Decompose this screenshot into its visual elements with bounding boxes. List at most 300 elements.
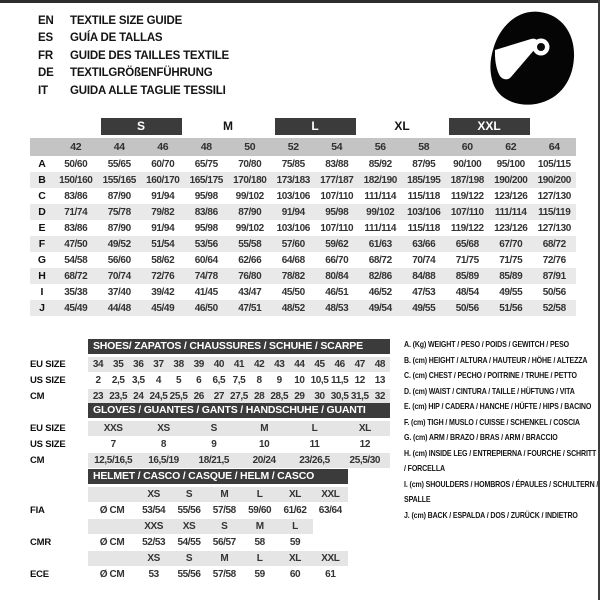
size-cell: 8 xyxy=(256,374,262,386)
size-cell: 28,5 xyxy=(270,390,289,402)
shoes-eu-cells xyxy=(88,357,390,372)
row-letter: C xyxy=(38,190,46,202)
size-cell: 27,5 xyxy=(230,390,248,402)
shoes-header-row xyxy=(30,338,390,354)
size-cell xyxy=(313,535,348,550)
size-cell: 13 xyxy=(374,374,386,386)
measurement-cell: 182/190 xyxy=(363,174,397,186)
measurement-cell: 95/100 xyxy=(496,158,525,170)
size-cell: 31,5 xyxy=(350,390,369,402)
size-cell: 53/54 xyxy=(142,504,166,516)
measurement-cell: 47/51 xyxy=(238,302,262,314)
size-cell: 27 xyxy=(209,389,229,404)
size-cell: XL xyxy=(277,551,312,566)
measurement-cell: 83/86 xyxy=(64,190,88,202)
size-cell: 16,5/19 xyxy=(138,453,188,468)
measurement-cell: 90/100 xyxy=(453,158,482,170)
measurement-cell: 55/65 xyxy=(107,158,131,170)
size-number-cell: 44 xyxy=(113,141,125,153)
row-letter: B xyxy=(38,174,46,186)
measurement-cell: 160/170 xyxy=(146,174,180,186)
language-row xyxy=(38,65,229,83)
size-number-cell: 42 xyxy=(70,141,82,153)
size-cell: 55/56 xyxy=(177,504,201,516)
measurement-cell: 39/42 xyxy=(151,286,175,298)
measurement-cell: 99/102 xyxy=(235,222,264,234)
measurement-row xyxy=(30,236,576,252)
measurement-cell: 190/200 xyxy=(537,174,571,186)
helmet-table-title: HELMET / CASCO / CASQUE / HELM / CASCO xyxy=(88,469,348,484)
measurement-legend xyxy=(404,337,599,523)
size-group-spacer xyxy=(533,118,577,135)
measurement-cell: 65/68 xyxy=(455,238,479,250)
helmet-header-row xyxy=(30,468,348,484)
helmet-cmr-label: CMR xyxy=(30,536,52,548)
measurement-cell: 173/183 xyxy=(276,174,310,186)
gloves-cm-cells xyxy=(88,453,390,468)
size-cell: 10 xyxy=(258,438,270,450)
size-cell: 41 xyxy=(229,357,249,372)
size-cell: 59/60 xyxy=(248,504,272,516)
size-cell: 39 xyxy=(189,357,209,372)
gloves-header-row xyxy=(30,402,390,418)
measurement-cell: 59/62 xyxy=(325,238,349,250)
measurement-cell: 76/80 xyxy=(238,270,262,282)
measurement-cell: 165/175 xyxy=(189,174,223,186)
size-cell: XS xyxy=(171,519,206,534)
size-cell: 57/58 xyxy=(212,568,236,580)
helmet-fia-row xyxy=(30,502,348,518)
legend-item: F. (cm) TIGH / MUSLO / CUISSE / SCHENKEL / COSCIA xyxy=(404,416,580,427)
measurement-cell: 105/115 xyxy=(537,158,571,170)
legend-item: D. (cm) WAIST / CINTURA / TAILLE / HÜFTUNG / VITA xyxy=(404,385,575,396)
measurement-cell: 71/74 xyxy=(64,206,88,218)
measurement-cell: 70/74 xyxy=(412,254,436,266)
measurement-cell: 95/98 xyxy=(194,190,218,202)
row-letter: A xyxy=(38,158,46,170)
measurement-cell: 119/122 xyxy=(450,222,484,234)
legend-item: J. (cm) BACK / ESPALDA / DOS / ZURÜCK / INDIETRO xyxy=(404,509,578,520)
measurement-cell: 74/78 xyxy=(194,270,218,282)
size-number-cell: 50 xyxy=(244,141,256,153)
size-cell: 42 xyxy=(249,357,269,372)
size-number-cell: 64 xyxy=(548,141,560,153)
size-cell: XXS xyxy=(88,421,138,436)
size-cell: 9 xyxy=(276,374,282,386)
size-cell: 35 xyxy=(108,357,128,372)
measurement-cell: 61/63 xyxy=(368,238,392,250)
size-cell: 12 xyxy=(359,438,370,450)
row-letter: F xyxy=(38,238,46,250)
size-cell: 2 xyxy=(95,374,101,386)
measurement-cell: 185/195 xyxy=(407,174,441,186)
size-cell: 29 xyxy=(289,389,309,404)
measurement-cell: 57/60 xyxy=(281,238,305,250)
gloves-eu-row xyxy=(30,420,390,436)
measurement-cell: 119/122 xyxy=(450,190,484,202)
measurement-cell: 91/94 xyxy=(151,222,175,234)
size-cell: 25,5/30 xyxy=(340,453,390,468)
measurement-cell: 49/55 xyxy=(412,302,436,314)
size-cell: 11,5 xyxy=(331,374,349,386)
helmet-sizes-row xyxy=(30,550,348,566)
size-number-cell: 62 xyxy=(505,141,517,153)
size-cell: L xyxy=(277,519,312,534)
measurement-cell: 60/70 xyxy=(151,158,175,170)
size-cell: 11 xyxy=(309,438,320,450)
measurement-cell: 111/114 xyxy=(364,190,397,202)
size-cell: S xyxy=(171,487,206,502)
main-size-table xyxy=(30,117,576,316)
size-cell: 61/62 xyxy=(283,504,307,516)
size-cell: M xyxy=(242,519,277,534)
helmet-cmr-cells xyxy=(88,535,348,550)
language-code: IT xyxy=(38,84,48,97)
size-cell xyxy=(88,487,136,502)
measurement-cell: 41/45 xyxy=(194,286,218,298)
size-cell: 59 xyxy=(289,536,301,548)
size-cell: 61 xyxy=(325,568,336,580)
size-cell: XS xyxy=(138,421,188,436)
measurement-cell: 37/40 xyxy=(107,286,131,298)
measurement-cell: 50/56 xyxy=(542,286,566,298)
helmet-sizes-row xyxy=(30,518,348,534)
legend-item: E. (cm) HIP / CADERA / HANCHE / HÜFTE / HIPS / BACINO xyxy=(404,401,592,411)
measurement-cell: 45/49 xyxy=(151,302,175,314)
size-cell: 9 xyxy=(211,438,217,450)
measurement-cell: 103/106 xyxy=(276,222,310,234)
measurement-cell: 95/98 xyxy=(325,206,349,218)
size-number-cell: 56 xyxy=(374,141,386,153)
language-title: GUÍA DE TALLAS xyxy=(70,32,163,45)
measurement-cell: 62/66 xyxy=(238,254,262,266)
language-row xyxy=(38,82,229,100)
measurement-cell: 63/66 xyxy=(412,238,436,250)
size-cell: 57/58 xyxy=(212,504,236,516)
measurement-cell: 107/110 xyxy=(320,190,354,202)
gloves-table-title: GLOVES / GUANTES / GANTS / HANDSCHUHE / GUANTI xyxy=(88,403,390,418)
language-list xyxy=(38,12,229,100)
measurement-cell: 49/54 xyxy=(368,302,392,314)
measurement-cell: 48/53 xyxy=(325,302,349,314)
size-cell: XXL xyxy=(313,487,348,502)
gloves-us-cells xyxy=(88,437,390,452)
helmet-sizes-cells xyxy=(88,487,348,502)
measurement-cell: 78/82 xyxy=(281,270,305,282)
size-cell: S xyxy=(171,551,206,566)
measurement-cell: 103/106 xyxy=(276,190,310,202)
measurement-cell: 45/50 xyxy=(281,286,305,298)
helmet-sizes-cells xyxy=(88,551,348,566)
measurement-row xyxy=(30,220,576,236)
size-cell: 7,5 xyxy=(232,374,246,386)
size-cell: 47 xyxy=(350,357,370,372)
size-cell: 23,5 xyxy=(109,390,128,402)
gloves-us-row xyxy=(30,436,390,452)
shoes-us-label: US SIZE xyxy=(30,374,66,386)
measurement-cell: 47/50 xyxy=(64,238,88,250)
size-number-cell: 54 xyxy=(331,141,343,153)
size-cell: Ø CM xyxy=(99,568,125,580)
helmet-sizes-row xyxy=(30,486,348,502)
size-cell: 4 xyxy=(155,374,162,386)
measurement-cell: 46/51 xyxy=(325,286,349,298)
size-cell: 59 xyxy=(254,568,265,580)
size-cell: Ø CM xyxy=(99,504,125,516)
measurement-cell: 46/50 xyxy=(194,302,218,314)
size-cell: 43 xyxy=(269,357,289,372)
measurement-cell: 127/130 xyxy=(537,222,571,234)
measurement-row xyxy=(30,268,576,284)
size-cell: 56/57 xyxy=(212,536,236,548)
measurement-cell: 91/94 xyxy=(151,190,175,202)
measurement-cell: 60/64 xyxy=(194,254,218,266)
size-cell: 40 xyxy=(209,357,229,372)
shoes-us-cells xyxy=(88,373,390,388)
size-cell: 55/56 xyxy=(177,568,201,580)
size-cell: 6 xyxy=(196,374,202,386)
size-cell: 6,5 xyxy=(212,374,226,386)
language-row xyxy=(38,30,229,48)
measurement-cell: 66/70 xyxy=(325,254,349,266)
size-cell: 30,5 xyxy=(330,390,349,402)
shoes-table-title: SHOES/ ZAPATOS / CHAUSSURES / SCHUHE / SCARPE xyxy=(88,339,390,354)
shoes-size-table xyxy=(30,338,390,404)
size-group-row xyxy=(30,117,576,136)
measurement-cell: 83/88 xyxy=(325,158,349,170)
size-cell: 34 xyxy=(88,357,108,372)
size-cell: 23 xyxy=(88,389,108,404)
shoes-eu-label: EU SIZE xyxy=(30,358,66,370)
measurement-row xyxy=(30,172,576,188)
size-cell: 12,5/16,5 xyxy=(88,453,138,468)
size-group-l: L xyxy=(275,118,356,135)
size-group-spacer xyxy=(30,118,98,135)
measurement-cell: 123/126 xyxy=(494,222,528,234)
legend-item: A. (Kg) WEIGHT / PESO / POIDS / GEWITCH / PESO xyxy=(404,339,570,349)
measurement-cell: 82/86 xyxy=(368,270,392,282)
size-cell: 45 xyxy=(309,357,329,372)
size-cell: M xyxy=(207,487,242,502)
measurement-cell: 50/60 xyxy=(64,158,88,170)
measurement-cell: 58/62 xyxy=(151,254,175,266)
size-cell: 10,5 xyxy=(310,374,329,386)
shoes-eu-row xyxy=(30,356,390,372)
size-number-cell: 46 xyxy=(157,141,169,153)
measurement-row xyxy=(30,156,576,172)
helmet-sizes-cells xyxy=(88,519,348,534)
gloves-eu-label: EU SIZE xyxy=(30,422,66,434)
measurement-cell: 127/130 xyxy=(537,190,571,202)
measurement-cell: 54/58 xyxy=(64,254,88,266)
size-cell: 53 xyxy=(148,568,159,580)
helmet-ece-label: ECE xyxy=(30,568,49,580)
measurement-cell: 49/52 xyxy=(107,238,131,250)
helmet-size-table xyxy=(30,468,348,582)
measurement-cell: 87/90 xyxy=(238,206,262,218)
measurement-cell: 64/68 xyxy=(281,254,305,266)
size-number-row xyxy=(30,138,576,156)
gloves-eu-cells xyxy=(88,421,390,436)
measurement-cell: 87/91 xyxy=(542,270,566,282)
measurement-cell: 123/126 xyxy=(494,190,528,202)
measurement-cell: 83/86 xyxy=(194,206,218,218)
language-row xyxy=(38,12,229,30)
size-cell: 5 xyxy=(176,374,182,386)
measurement-cell: 150/160 xyxy=(59,174,93,186)
measurement-cell: 55/58 xyxy=(238,238,262,250)
size-cell: 48 xyxy=(370,357,390,372)
language-code: DE xyxy=(38,67,54,80)
measurement-cell: 111/114 xyxy=(494,206,527,218)
measurement-cell: 46/52 xyxy=(368,286,392,298)
measurement-row xyxy=(30,252,576,268)
size-cell: 24 xyxy=(128,389,148,404)
size-cell: 63/64 xyxy=(318,504,342,516)
measurement-cell: 155/165 xyxy=(102,174,136,186)
size-cell: 8 xyxy=(160,438,167,450)
measurement-cell: 177/187 xyxy=(320,174,354,186)
helmet-ece-row xyxy=(30,566,348,582)
measurement-cell: 107/110 xyxy=(320,222,354,234)
size-cell xyxy=(313,519,348,534)
size-cell: 24,5 xyxy=(149,390,168,402)
measurement-cell: 115/118 xyxy=(407,222,440,234)
legend-item: G. (cm) ARM / BRAZO / BRAS / ARM / BRACCIO xyxy=(404,432,558,442)
row-letter: G xyxy=(37,254,47,266)
measurement-cell: 87/90 xyxy=(107,190,131,202)
helmet-ece-cells xyxy=(88,567,348,582)
measurement-cell: 68/72 xyxy=(542,238,566,250)
gloves-cm-row xyxy=(30,452,390,468)
language-code: FR xyxy=(38,49,53,62)
size-cell: S xyxy=(207,519,242,534)
measurement-cell: 43/47 xyxy=(238,286,262,298)
size-group-s: S xyxy=(101,118,182,135)
size-cell: 26 xyxy=(189,389,209,404)
size-group-xl: XL xyxy=(394,119,410,133)
measurement-row xyxy=(30,204,576,220)
size-cell: 52/53 xyxy=(142,536,166,548)
size-cell: 20/24 xyxy=(239,453,289,468)
size-cell: XL xyxy=(277,487,312,502)
row-letter: D xyxy=(38,206,46,218)
frame-top-border xyxy=(0,0,600,3)
legend-item: I. (cm) SHOULDERS / HOMBROS / ÉPAULES / SCHULTERN / SPALLE xyxy=(404,478,599,504)
legend-item: C. (cm) CHEST / PECHO / POITRINE / TRUHE / PETTO xyxy=(404,370,577,380)
measurement-cell: 71/75 xyxy=(455,254,479,266)
measurement-cell: 72/76 xyxy=(151,270,175,282)
size-group-xxl: XXL xyxy=(449,118,530,135)
measurement-cell: 70/74 xyxy=(107,270,131,282)
measurement-cell: 91/94 xyxy=(281,206,305,218)
size-cell: 46 xyxy=(330,357,350,372)
row-letter: J xyxy=(39,302,45,314)
size-cell: 10 xyxy=(294,374,305,386)
size-cell: 25,5 xyxy=(169,390,188,402)
size-cell: 28 xyxy=(249,389,269,404)
measurement-cell: 68/72 xyxy=(64,270,88,282)
size-cell: 54/55 xyxy=(177,536,201,548)
size-number-cell: 48 xyxy=(200,141,212,153)
gloves-us-label: US SIZE xyxy=(30,438,66,450)
size-cell: XS xyxy=(136,551,171,566)
measurement-cell: 72/76 xyxy=(542,254,566,266)
language-row xyxy=(38,47,229,65)
size-cell: XXS xyxy=(136,519,171,534)
size-cell: 37 xyxy=(148,357,168,372)
size-cell: 23/26,5 xyxy=(289,453,339,468)
size-cell: 12 xyxy=(354,374,365,386)
measurement-cell: 48/54 xyxy=(455,286,479,298)
size-cell: 3,5 xyxy=(131,374,145,386)
legend-item: H. (cm) INSIDE LEG / ENTREPIERNA / FOURCHE / SCHRITT / FORCELLA xyxy=(404,447,597,473)
measurement-cell: 49/55 xyxy=(499,286,523,298)
size-cell: M xyxy=(207,551,242,566)
measurement-cell: 87/95 xyxy=(412,158,436,170)
measurement-cell: 84/88 xyxy=(412,270,436,282)
measurement-cell: 52/58 xyxy=(542,302,566,314)
row-letter: E xyxy=(38,222,46,234)
size-cell: 18/21,5 xyxy=(189,453,239,468)
language-title: GUIDA ALLE TAGLIE TESSILI xyxy=(70,84,226,97)
language-code: ES xyxy=(38,32,53,45)
size-cell: XL xyxy=(340,421,390,436)
gloves-size-table xyxy=(30,402,390,468)
size-number-cell: 60 xyxy=(461,141,473,153)
language-title: TEXTILE SIZE GUIDE xyxy=(70,14,183,27)
language-title: GUIDE DES TAILLES TEXTILE xyxy=(70,49,229,62)
measurement-row xyxy=(30,300,576,316)
measurement-cell: 48/52 xyxy=(281,302,305,314)
measurement-cell: 95/98 xyxy=(194,222,218,234)
helmet-fia-label: FIA xyxy=(30,504,45,516)
row-letter: I xyxy=(40,286,44,298)
size-cell: 2,5 xyxy=(111,374,125,386)
measurement-cell: 50/56 xyxy=(455,302,479,314)
size-cell: XS xyxy=(136,487,171,502)
measurement-cell: 103/106 xyxy=(407,206,441,218)
measurement-cell: 51/56 xyxy=(499,302,523,314)
size-number-cell: 58 xyxy=(418,141,430,153)
measurement-cell: 99/102 xyxy=(366,206,395,218)
measurement-cell: 187/198 xyxy=(450,174,484,186)
size-cell: 32 xyxy=(370,389,390,404)
measurement-cell: 79/82 xyxy=(151,206,175,218)
measurement-cell: 99/102 xyxy=(235,190,264,202)
measurement-cell: 51/54 xyxy=(151,238,175,250)
measurement-cell: 56/60 xyxy=(107,254,131,266)
measurement-cell: 65/75 xyxy=(194,158,218,170)
measurement-cell: 80/84 xyxy=(325,270,349,282)
size-group-m: M xyxy=(223,119,233,133)
size-cell xyxy=(88,551,136,566)
size-cell: L xyxy=(289,421,339,436)
size-cell: 58 xyxy=(254,536,265,548)
size-cell: 30 xyxy=(309,389,329,404)
size-cell: S xyxy=(189,421,239,436)
size-cell: 38 xyxy=(169,357,189,372)
size-cell: 7 xyxy=(110,438,116,450)
size-number-cell: 52 xyxy=(287,141,299,153)
measurement-cell: 70/80 xyxy=(238,158,262,170)
size-cell: L xyxy=(242,487,277,502)
size-cell: M xyxy=(239,421,289,436)
measurement-cell: 111/114 xyxy=(364,222,397,234)
measurement-cell: 45/49 xyxy=(64,302,88,314)
size-cell xyxy=(88,519,136,534)
language-code: EN xyxy=(38,14,54,27)
